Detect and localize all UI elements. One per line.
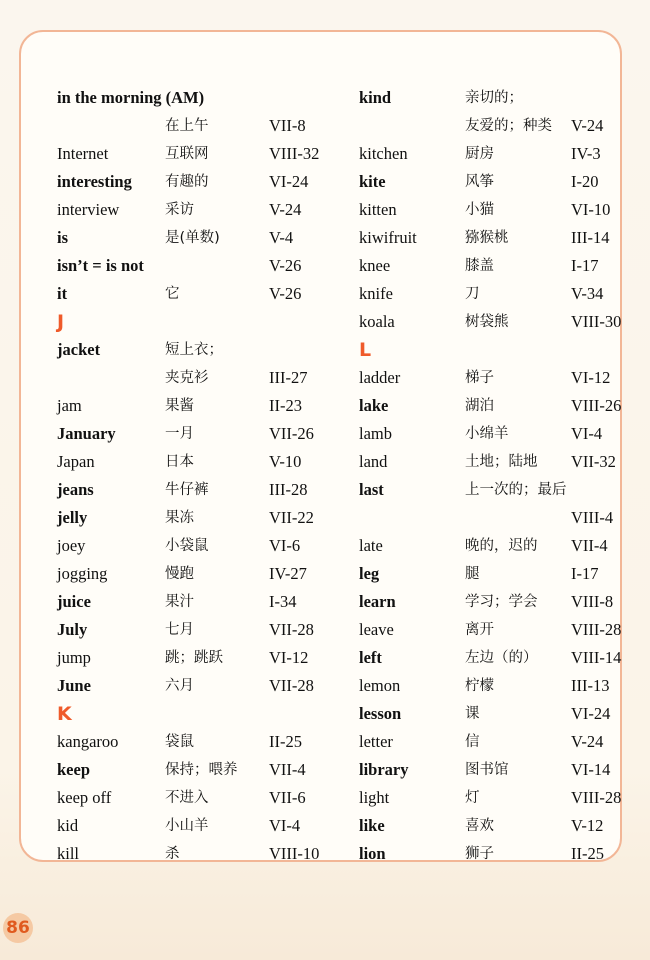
entry-word: jelly (57, 508, 88, 527)
entry-unit: IV-27 (269, 564, 307, 583)
section-letter (359, 336, 650, 364)
section-letter (57, 700, 357, 728)
entry-meaning: 梯子 (465, 370, 494, 386)
entry-unit: VIII-14 (571, 648, 622, 667)
glossary-entry (57, 476, 357, 504)
glossary-entry (359, 84, 650, 112)
entry-unit: VI-10 (571, 200, 611, 219)
entry-word: library (359, 760, 409, 779)
glossary-entry (57, 140, 357, 168)
entry-unit: VI-4 (571, 424, 603, 443)
entry-unit: VI-12 (269, 648, 309, 667)
entry-meaning: 友爱的；种类 (465, 118, 552, 134)
glossary-entry (359, 224, 650, 252)
entry-unit: VIII-30 (571, 312, 622, 331)
entry-word: jump (57, 648, 91, 667)
entry-word: jam (57, 396, 82, 415)
entry-meaning: 学习；学会 (465, 594, 538, 610)
entry-unit: VII-8 (269, 116, 306, 135)
entry-meaning: 果酱 (165, 398, 194, 414)
entry-unit: VI-14 (571, 760, 611, 779)
entry-unit: VII-26 (269, 424, 314, 443)
entry-word: last (359, 480, 384, 499)
entry-meaning: 日本 (165, 454, 194, 470)
glossary-entry (57, 112, 357, 140)
glossary-entry (57, 392, 357, 420)
entry-unit: VIII-26 (571, 396, 622, 415)
entry-unit: I-17 (571, 564, 599, 583)
entry-word: lesson (359, 704, 402, 723)
entry-word: knee (359, 256, 391, 275)
entry-word: jeans (57, 480, 94, 499)
entry-unit: II-25 (571, 844, 604, 863)
entry-unit: VIII-32 (269, 144, 320, 163)
entry-meaning: 上一次的；最后 (465, 482, 567, 498)
entry-unit: VII-32 (571, 452, 616, 471)
entry-word: kangaroo (57, 732, 119, 751)
entry-unit: VII-28 (269, 620, 314, 639)
entry-meaning: 袋鼠 (165, 734, 194, 750)
section-letter-label: K (57, 703, 72, 725)
entry-meaning: 小袋鼠 (165, 538, 209, 554)
entry-unit: VIII-10 (269, 844, 320, 863)
entry-unit: V-10 (269, 452, 302, 471)
entry-meaning: 离开 (465, 622, 494, 638)
entry-meaning: 它 (165, 286, 180, 302)
entry-unit: VII-6 (269, 788, 306, 807)
entry-meaning: 土地；陆地 (465, 454, 538, 470)
entry-word: kitchen (359, 144, 408, 163)
glossary-entry (57, 812, 357, 840)
entry-word: kite (359, 172, 386, 191)
entry-unit: IV-3 (571, 144, 601, 163)
entry-word: kind (359, 88, 392, 107)
entry-unit: V-24 (571, 732, 604, 751)
entry-word: like (359, 816, 385, 835)
entry-unit: VII-4 (269, 760, 306, 779)
glossary-entry (359, 364, 650, 392)
entry-meaning: 图书馆 (465, 762, 509, 778)
entry-unit: III-14 (571, 228, 610, 247)
entry-word: isn’t = is not (57, 256, 144, 275)
entry-unit: VI-12 (571, 368, 611, 387)
entry-meaning: 树袋熊 (465, 314, 509, 330)
entry-word: leave (359, 620, 394, 639)
entry-word: lake (359, 396, 389, 415)
glossary-entry (359, 392, 650, 420)
entry-meaning: 是(单数) (165, 230, 220, 246)
entry-word: lamb (359, 424, 392, 443)
entry-meaning: 腿 (465, 566, 480, 582)
entry-meaning: 狮子 (465, 846, 494, 862)
entry-meaning: 小山羊 (165, 818, 209, 834)
glossary-entry (57, 840, 357, 868)
glossary-entry (359, 644, 650, 672)
entry-meaning: 柠檬 (465, 678, 494, 694)
entry-unit: VI-6 (269, 536, 301, 555)
glossary-entry (359, 588, 650, 616)
glossary-entry (57, 644, 357, 672)
entry-meaning: 牛仔裤 (165, 482, 209, 498)
entry-meaning: 采访 (165, 202, 194, 218)
entry-meaning: 跳；跳跃 (165, 650, 223, 666)
glossary-entry (57, 504, 357, 532)
glossary-entry (359, 168, 650, 196)
entry-word: June (57, 676, 91, 695)
glossary-entry (57, 448, 357, 476)
entry-unit: V-26 (269, 256, 302, 275)
glossary-entry (359, 112, 650, 140)
entry-meaning: 杀 (165, 846, 180, 862)
entry-unit: II-25 (269, 732, 302, 751)
entry-unit: I-20 (571, 172, 599, 191)
glossary-entry (57, 280, 357, 308)
entry-unit: VI-24 (269, 172, 309, 191)
entry-meaning: 短上衣； (165, 342, 223, 358)
entry-meaning: 厨房 (465, 146, 494, 162)
entry-unit: V-34 (571, 284, 604, 303)
entry-word: July (57, 620, 88, 639)
entry-word: interview (57, 200, 120, 219)
entry-meaning: 小猫 (465, 202, 494, 218)
entry-word: kiwifruit (359, 228, 417, 247)
entry-word: in the morning (AM) (57, 88, 205, 107)
entry-meaning: 有趣的 (165, 174, 209, 190)
entry-word: keep off (57, 788, 112, 807)
entry-unit: VII-28 (269, 676, 314, 695)
glossary-entry (359, 476, 650, 504)
glossary-entry (359, 140, 650, 168)
entry-unit: V-4 (269, 228, 294, 247)
glossary-entry (57, 588, 357, 616)
entry-meaning: 在上午 (165, 118, 209, 134)
glossary-entry (359, 504, 650, 532)
entry-meaning: 湖泊 (465, 398, 494, 414)
entry-meaning: 六月 (165, 678, 194, 694)
section-letter (57, 308, 357, 336)
glossary-entry (359, 280, 650, 308)
glossary-entry (359, 532, 650, 560)
entry-meaning: 果冻 (165, 510, 194, 526)
glossary-entry (57, 224, 357, 252)
entry-meaning: 左边（的） (465, 650, 538, 666)
entry-meaning: 不进入 (165, 790, 209, 806)
glossary-entry (359, 700, 650, 728)
glossary-entry (57, 532, 357, 560)
entry-word: is (57, 228, 69, 247)
entry-meaning: 一月 (165, 426, 194, 442)
entry-unit: V-26 (269, 284, 302, 303)
glossary-entry (57, 672, 357, 700)
glossary-entry (57, 420, 357, 448)
section-letter-label: L (359, 339, 372, 361)
entry-meaning: 风筝 (465, 174, 494, 190)
entry-unit: VI-4 (269, 816, 301, 835)
glossary-entry (359, 252, 650, 280)
entry-unit: I-34 (269, 592, 297, 611)
entry-meaning: 晚的，迟的 (465, 538, 538, 554)
glossary-entry (359, 840, 650, 868)
entry-unit: V-24 (269, 200, 302, 219)
entry-unit: V-12 (571, 816, 604, 835)
entry-word: koala (359, 312, 395, 331)
entry-word: land (359, 452, 388, 471)
entry-word: late (359, 536, 383, 555)
entry-meaning: 亲切的； (465, 90, 523, 106)
entry-unit: VII-22 (269, 508, 314, 527)
glossary-entry (57, 616, 357, 644)
page-number: 86 (3, 913, 33, 943)
entry-unit: III-13 (571, 676, 610, 695)
glossary-entry (57, 252, 357, 280)
entry-unit: III-28 (269, 480, 308, 499)
entry-meaning: 保持；喂养 (165, 762, 238, 778)
entry-word: juice (57, 592, 91, 611)
glossary-entry (57, 784, 357, 812)
glossary-entry (57, 728, 357, 756)
entry-word: kitten (359, 200, 397, 219)
glossary-entry (359, 672, 650, 700)
glossary-entry (359, 616, 650, 644)
entry-unit: I-17 (571, 256, 599, 275)
entry-word: lion (359, 844, 386, 863)
entry-unit: VI-24 (571, 704, 611, 723)
glossary-card (19, 30, 622, 862)
entry-unit: III-27 (269, 368, 308, 387)
entry-meaning: 喜欢 (465, 818, 494, 834)
entry-meaning: 互联网 (165, 146, 209, 162)
entry-meaning: 果汁 (165, 594, 194, 610)
entry-unit: VIII-8 (571, 592, 614, 611)
entry-meaning: 慢跑 (165, 566, 194, 582)
entry-unit: II-23 (269, 396, 302, 415)
entry-word: letter (359, 732, 393, 751)
entry-word: Japan (57, 452, 95, 471)
entry-word: knife (359, 284, 393, 303)
glossary-column-right (359, 84, 650, 868)
entry-word: lemon (359, 676, 401, 695)
entry-meaning: 灯 (465, 790, 480, 806)
glossary-entry (359, 784, 650, 812)
entry-unit: VIII-4 (571, 508, 614, 527)
entry-unit: VIII-28 (571, 620, 622, 639)
glossary-entry (57, 756, 357, 784)
glossary-entry (359, 756, 650, 784)
entry-word: January (57, 424, 116, 443)
glossary-entry (359, 812, 650, 840)
entry-word: jacket (57, 340, 101, 359)
entry-meaning: 小绵羊 (465, 426, 509, 442)
entry-meaning: 猕猴桃 (465, 230, 509, 246)
entry-word: joey (57, 536, 86, 555)
entry-word: Internet (57, 144, 109, 163)
glossary-entry (359, 728, 650, 756)
entry-meaning: 夹克衫 (165, 370, 209, 386)
entry-meaning: 七月 (165, 622, 194, 638)
entry-word: kill (57, 844, 80, 863)
entry-word: left (359, 648, 382, 667)
entry-meaning: 刀 (465, 286, 480, 302)
entry-word: leg (359, 564, 380, 583)
glossary-entry (57, 336, 357, 364)
entry-meaning: 信 (465, 734, 480, 750)
glossary-entry (359, 308, 650, 336)
entry-meaning: 课 (465, 706, 480, 722)
glossary-entry (57, 196, 357, 224)
glossary-entry (359, 448, 650, 476)
entry-word: kid (57, 816, 79, 835)
entry-unit: V-24 (571, 116, 604, 135)
entry-word: light (359, 788, 390, 807)
entry-word: interesting (57, 172, 132, 191)
glossary-column-left (57, 84, 357, 868)
glossary-entry (359, 420, 650, 448)
section-letter-label: J (57, 311, 65, 333)
glossary-entry (57, 364, 357, 392)
entry-word: learn (359, 592, 396, 611)
glossary-entry (57, 560, 357, 588)
entry-meaning: 膝盖 (465, 258, 494, 274)
entry-word: keep (57, 760, 90, 779)
glossary-entry (57, 168, 357, 196)
entry-word: ladder (359, 368, 401, 387)
entry-unit: VIII-28 (571, 788, 622, 807)
entry-unit: VII-4 (571, 536, 608, 555)
glossary-entry (359, 196, 650, 224)
entry-word: it (57, 284, 68, 303)
glossary-entry (57, 84, 357, 112)
entry-word: jogging (57, 564, 108, 583)
glossary-entry (359, 560, 650, 588)
